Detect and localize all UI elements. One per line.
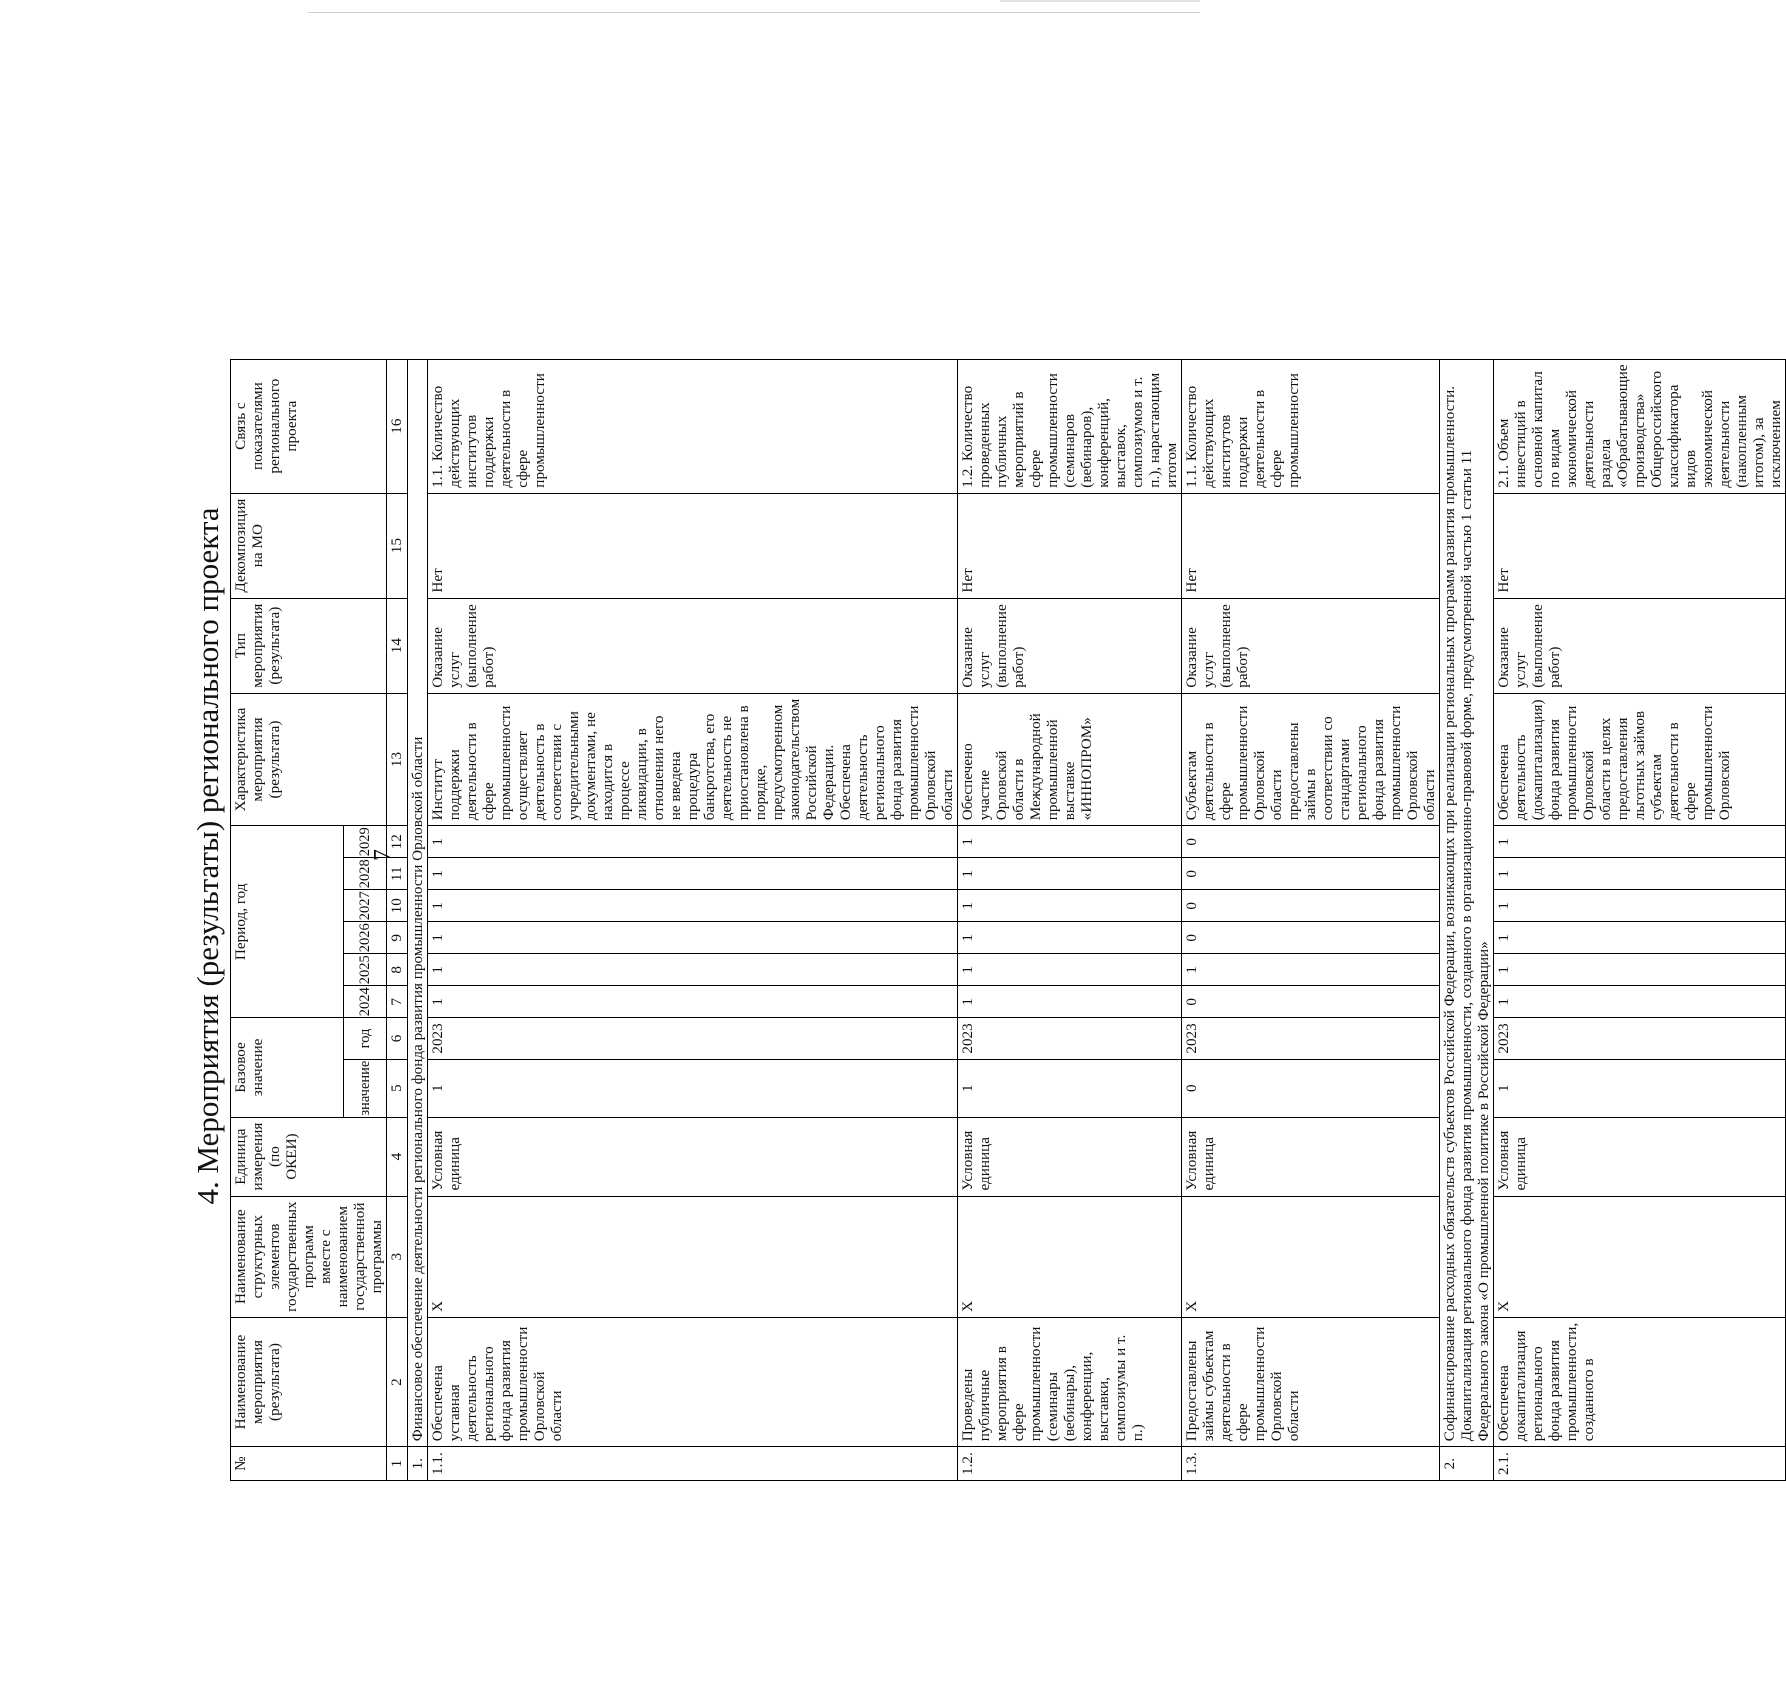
row-structural: Х	[428, 1196, 958, 1317]
row-link: 1.1. Количество действующих институтов поддержки деятельности в сфере промышленности	[1182, 359, 1440, 493]
row-year-value: 1	[958, 922, 1182, 954]
column-number: 4	[387, 1117, 408, 1196]
column-number: 5	[387, 1059, 408, 1117]
row-base-value: 0	[1182, 1059, 1440, 1117]
table-row	[958, 359, 1182, 1480]
table-row	[428, 359, 958, 1480]
row-name: Предоставлены займы субъектам деятельности в сфере промышленности Орловской области	[1182, 1317, 1440, 1446]
row-year-value: 1	[958, 858, 1182, 890]
header-base: Базовое значение	[231, 1018, 344, 1117]
header-year: 2028	[344, 858, 387, 890]
row-decomposition: Нет	[958, 493, 1182, 598]
row-decomposition: Нет	[428, 493, 958, 598]
column-number: 16	[387, 359, 408, 493]
column-number: 7	[387, 986, 408, 1018]
column-number: 11	[387, 858, 408, 890]
row-characteristic: Обеспечено участие Орловской области в Международной промышленной выставке «ИННОПРОМ»	[958, 693, 1182, 826]
row-characteristic: Институт поддержки деятельности в сфере промышленности осуществляет деятельность в соответствии с учредительными документами, не находится в процессе ликвидации, в отношении него не введена процедура банкротства, его деятельность не приостановлена в порядке, предусмотренном законодательством Российской Федерации. Обеспечена деятельность регионального фонда развития промышленности Орловской области	[428, 693, 958, 826]
column-number: 12	[387, 826, 408, 858]
column-number: 2	[387, 1317, 408, 1446]
row-year-value: 1	[1494, 986, 1786, 1018]
table-row	[1494, 359, 1786, 1480]
row-base-year: 2023	[1182, 1018, 1440, 1059]
row-number: 2.1.	[1494, 1447, 1786, 1481]
row-name: Обеспечена докапитализация регионального фонда развития промышленности, созданного в	[1494, 1317, 1786, 1446]
row-year-value: 0	[1182, 986, 1440, 1018]
page-number: 7	[370, 849, 396, 861]
column-number: 9	[387, 922, 408, 954]
header-unit: Единица измерения (по ОКЕИ)	[231, 1117, 387, 1196]
row-name: Обеспечена уставная деятельность регионального фонда развития промышленности Орловской области	[428, 1317, 958, 1446]
row-year-value: 1	[428, 954, 958, 986]
row-unit: Условная единица	[1494, 1117, 1786, 1196]
header-name: Наименование мероприятия (результата)	[231, 1317, 387, 1446]
column-number: 8	[387, 954, 408, 986]
column-number: 6	[387, 1018, 408, 1059]
header-year: 2026	[344, 922, 387, 954]
header-characteristic: Характеристика мероприятия (результата)	[231, 693, 387, 826]
row-unit: Условная единица	[1182, 1117, 1440, 1196]
row-year-value: 1	[428, 922, 958, 954]
column-number: 14	[387, 598, 408, 693]
column-number: 3	[387, 1196, 408, 1317]
row-link: 2.1. Объем инвестиций в основной капитал по видам экономической деятельности раздела «Обрабатывающие производства» Общероссийского классификатора видов экономической деятельности (накопленным итогом), за исключением	[1494, 359, 1786, 493]
row-number: 1.1.	[428, 1447, 958, 1481]
row-year-value: 0	[1182, 858, 1440, 890]
table-row	[1182, 359, 1440, 1480]
row-number: 1.2.	[958, 1447, 1182, 1481]
row-link: 1.2. Количество проведенных публичных мероприятий в сфере промышленности (семинаров (вебинаров), конференций, выставок, симпозиумов и т. п.), нарастающим итогом	[958, 359, 1182, 493]
header-base-value: значение	[344, 1059, 387, 1117]
project-measures-table	[230, 359, 1786, 1481]
row-year-value: 0	[1182, 826, 1440, 858]
row-year-value: 0	[1182, 890, 1440, 922]
row-year-value: 1	[1494, 922, 1786, 954]
row-year-value: 1	[428, 986, 958, 1018]
row-year-value: 1	[1494, 954, 1786, 986]
column-number: 15	[387, 493, 408, 598]
document-title: 4. Мероприятия (результаты) регионального проекта	[190, 507, 225, 1205]
row-number: 1.3.	[1182, 1447, 1440, 1481]
row-year-value: 1	[1494, 890, 1786, 922]
row-year-value: 1	[958, 954, 1182, 986]
row-structural: Х	[1182, 1196, 1440, 1317]
row-year-value: 1	[1494, 826, 1786, 858]
header-decomposition: Декомпозиция на МО	[231, 493, 387, 598]
row-base-value: 1	[1494, 1059, 1786, 1117]
section-number: 1.	[408, 1447, 428, 1481]
row-year-value: 1	[1182, 954, 1440, 986]
row-base-year: 2023	[1494, 1018, 1786, 1059]
section-title: Финансовое обеспечение деятельности регионального фонда развития промышленности Орловской области	[408, 359, 428, 1447]
header-year: 2029	[344, 826, 387, 858]
row-year-value: 1	[958, 890, 1182, 922]
row-year-value: 1	[428, 858, 958, 890]
row-year-value: 1	[1494, 858, 1786, 890]
header-num: №	[231, 1447, 387, 1481]
section-number: 2.	[1440, 1447, 1494, 1481]
row-type: Оказание услуг (выполнение работ)	[428, 598, 958, 693]
row-year-value: 1	[958, 986, 1182, 1018]
row-type: Оказание услуг (выполнение работ)	[1182, 598, 1440, 693]
header-base-year: год	[344, 1018, 387, 1059]
header-year: 2025	[344, 954, 387, 986]
header-year: 2024	[344, 986, 387, 1018]
row-year-value: 1	[958, 826, 1182, 858]
row-structural: Х	[1494, 1196, 1786, 1317]
row-base-year: 2023	[958, 1018, 1182, 1059]
column-number: 13	[387, 693, 408, 826]
column-number: 1	[387, 1447, 408, 1481]
row-base-value: 1	[958, 1059, 1182, 1117]
column-number-row	[387, 359, 408, 1480]
header-row-1	[231, 359, 344, 1480]
row-base-value: 1	[428, 1059, 958, 1117]
header-type: Тип мероприятия (результата)	[231, 598, 387, 693]
row-characteristic: Субъектам деятельности в сфере промышленности Орловской области предоставлены займы в соответствии со стандартами регионального фонда развития промышленности Орловской области	[1182, 693, 1440, 826]
row-type: Оказание услуг (выполнение работ)	[1494, 598, 1786, 693]
row-decomposition: Нет	[1182, 493, 1440, 598]
header-year: 2027	[344, 890, 387, 922]
row-base-year: 2023	[428, 1018, 958, 1059]
row-link: 1.1. Количество действующих институтов поддержки деятельности в сфере промышленности	[428, 359, 958, 493]
row-unit: Условная единица	[958, 1117, 1182, 1196]
row-characteristic: Обеспечена деятельность (докапитализация) фонда развития промышленности Орловской области в целях предоставления льготных займов субъектам деятельности в сфере промышленности Орловской	[1494, 693, 1786, 826]
header-period: Период, год	[231, 826, 344, 1018]
row-unit: Условная единица	[428, 1117, 958, 1196]
header-structural: Наименование структурных элементов государственных программ вместе с наименованием государственной программы	[231, 1196, 387, 1317]
row-structural: Х	[958, 1196, 1182, 1317]
row-year-value: 0	[1182, 922, 1440, 954]
row-decomposition: Нет	[1494, 493, 1786, 598]
header-link: Связь с показателями регионального проекта	[231, 359, 387, 493]
section-row	[1440, 359, 1494, 1480]
row-type: Оказание услуг (выполнение работ)	[958, 598, 1182, 693]
row-year-value: 1	[428, 826, 958, 858]
column-number: 10	[387, 890, 408, 922]
row-name: Проведены публичные мероприятия в сфере промышленности (семинары (вебинары), конференции, выставки, симпозиумы и т. п.)	[958, 1317, 1182, 1446]
section-title: Софинансирование расходных обязательств субъектов Российской Федерации, возникающих при реализации региональных программ развития промышленности. Докапитализация регионального фонда развития промышленности, созданного в организационно-правовой форме, предусмотренной частью 1 статьи 11 Федерального закона «О промышленной политике в Российской Федерации»	[1440, 359, 1494, 1447]
row-year-value: 1	[428, 890, 958, 922]
section-row	[408, 359, 428, 1480]
